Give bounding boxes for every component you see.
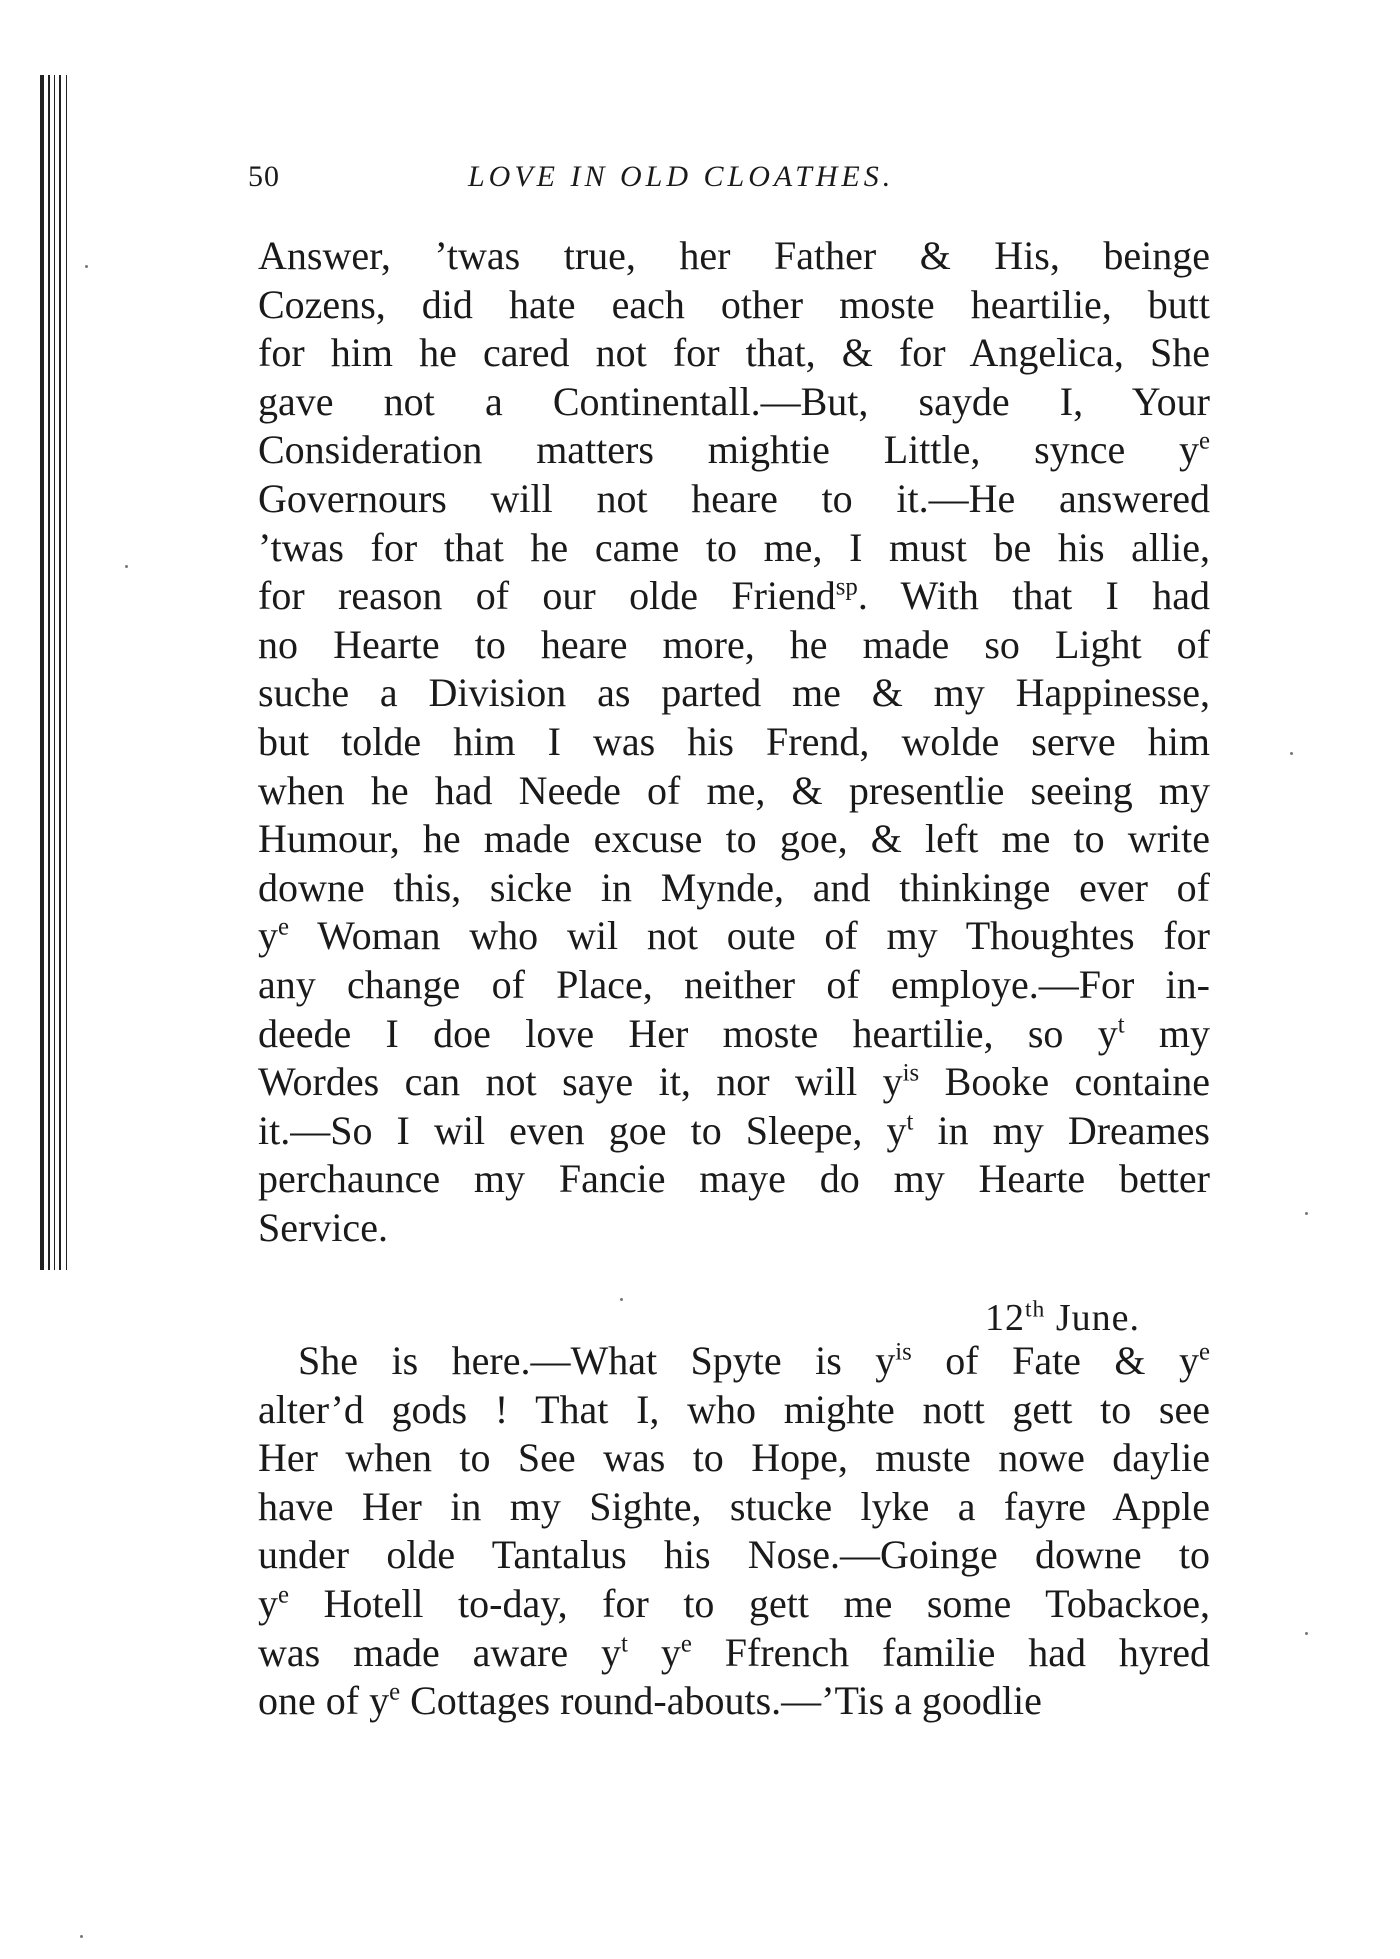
text-run: gave not a Continentall.—But, sayde I, Your bbox=[258, 378, 1210, 424]
text-run: Booke containe bbox=[919, 1059, 1210, 1105]
text-line bbox=[258, 329, 1210, 378]
paper-speck bbox=[80, 1935, 83, 1938]
text-run: . With that I had bbox=[857, 573, 1210, 619]
date-heading bbox=[985, 1296, 1140, 1340]
binding-edge bbox=[40, 75, 72, 1270]
text-run: Cozens, did hate each other moste heartilie, butt bbox=[258, 281, 1210, 327]
superscript-abbrev: t bbox=[1117, 1011, 1125, 1039]
text-line bbox=[258, 1677, 1210, 1726]
text-run: deede I doe love Her moste heartilie, so y bbox=[258, 1010, 1118, 1056]
text-line bbox=[258, 621, 1210, 670]
text-run: perchaunce my Fancie maye do my Hearte better bbox=[258, 1156, 1210, 1202]
text-run: She is here.—What Spyte is y bbox=[298, 1338, 896, 1383]
text-line bbox=[258, 864, 1210, 913]
text-line bbox=[258, 1483, 1210, 1532]
text-run: Answer, ’twas true, her Father & His, beinge bbox=[258, 233, 1210, 278]
text-run: when he had Neede of me, & presentlie seeing my bbox=[258, 767, 1210, 813]
text-run: no Hearte to heare more, he made so Light of bbox=[258, 621, 1210, 667]
paper-speck bbox=[1305, 1212, 1308, 1215]
text-run: alter’d gods ! That I, who mighte nott gett to see bbox=[258, 1386, 1210, 1432]
page-header-title: LOVE IN OLD CLOATHES. bbox=[468, 160, 895, 193]
text-line bbox=[258, 1058, 1210, 1107]
text-run: y bbox=[258, 913, 278, 959]
text-line bbox=[258, 378, 1210, 427]
paragraph-2 bbox=[258, 1337, 1210, 1726]
text-line bbox=[258, 475, 1210, 524]
text-run: Cottages round-abouts.—’Tis a goodlie bbox=[400, 1678, 1042, 1724]
text-line bbox=[258, 1629, 1210, 1678]
running-head bbox=[248, 160, 1008, 204]
text-line bbox=[258, 961, 1210, 1010]
text-line bbox=[258, 1107, 1210, 1156]
paper-speck bbox=[85, 265, 88, 268]
text-run: my bbox=[1124, 1010, 1210, 1056]
text-run: in my Dreames bbox=[913, 1107, 1210, 1153]
paper-speck bbox=[620, 1298, 623, 1301]
superscript-abbrev: is bbox=[902, 1059, 920, 1087]
text-run: Woman who wil not oute of my Thoughtes for bbox=[289, 913, 1210, 959]
text-run: it.—So I wil even goe to Sleepe, y bbox=[258, 1107, 907, 1153]
text-run: for reason of our olde Friend bbox=[258, 573, 836, 619]
text-run: y bbox=[627, 1629, 681, 1675]
date-day: 12 bbox=[985, 1297, 1025, 1339]
superscript-abbrev: e bbox=[1198, 1338, 1210, 1366]
text-line bbox=[258, 1386, 1210, 1435]
superscript-abbrev: e bbox=[680, 1630, 692, 1658]
text-line bbox=[258, 524, 1210, 573]
text-run: for him he cared not for that, & for Angelica, She bbox=[258, 330, 1210, 376]
text-run: but tolde him I was his Frend, wolde serve him bbox=[258, 718, 1210, 764]
paper-speck bbox=[1305, 1632, 1308, 1635]
text-run: Consideration matters mightie Little, synce y bbox=[258, 427, 1199, 473]
text-line bbox=[258, 1204, 1210, 1253]
text-run: Governours will not heare to it.—He answered bbox=[258, 475, 1210, 521]
text-line bbox=[258, 815, 1210, 864]
text-line bbox=[258, 426, 1210, 475]
superscript-abbrev: e bbox=[278, 913, 290, 941]
superscript-abbrev: e bbox=[278, 1581, 290, 1609]
text-run: Service. bbox=[258, 1204, 388, 1250]
text-line bbox=[258, 1434, 1210, 1483]
paragraph-1 bbox=[258, 232, 1210, 1252]
text-run: y bbox=[258, 1580, 278, 1626]
superscript-abbrev: is bbox=[895, 1338, 912, 1366]
text-line bbox=[258, 1580, 1210, 1629]
text-run: was made aware y bbox=[258, 1629, 622, 1675]
page-number: 50 bbox=[248, 160, 280, 193]
paper-speck bbox=[1290, 752, 1293, 755]
superscript-abbrev: e bbox=[1198, 428, 1210, 456]
text-run: any change of Place, neither of employe.—For in- bbox=[258, 961, 1210, 1007]
superscript-abbrev: t bbox=[621, 1630, 628, 1658]
text-line bbox=[258, 767, 1210, 816]
text-run: downe this, sicke in Mynde, and thinkinge ever of bbox=[258, 864, 1210, 910]
date-suffix: th bbox=[1025, 1296, 1046, 1323]
text-line bbox=[258, 281, 1210, 330]
text-run: have Her in my Sighte, stucke lyke a fayre Apple bbox=[258, 1483, 1210, 1529]
text-line bbox=[258, 572, 1210, 621]
superscript-abbrev: sp bbox=[835, 573, 858, 601]
text-run: Humour, he made excuse to goe, & left me to write bbox=[258, 816, 1210, 862]
text-line bbox=[258, 1155, 1210, 1204]
text-line bbox=[258, 718, 1210, 767]
superscript-abbrev: t bbox=[906, 1108, 914, 1136]
text-line bbox=[258, 1531, 1210, 1580]
text-run: Her when to See was to Hope, muste nowe daylie bbox=[258, 1435, 1210, 1481]
text-run: Hotell to-day, for to gett me some Tobackoe, bbox=[289, 1580, 1210, 1626]
date-month: June. bbox=[1045, 1297, 1140, 1339]
text-run: Wordes can not saye it, nor will y bbox=[258, 1059, 903, 1105]
text-line bbox=[258, 1337, 1210, 1386]
text-run: under olde Tantalus his Nose.—Goinge downe to bbox=[258, 1532, 1210, 1578]
text-line bbox=[258, 232, 1210, 281]
text-line bbox=[258, 912, 1210, 961]
text-run: suche a Division as parted me & my Happinesse, bbox=[258, 670, 1210, 716]
paper-speck bbox=[125, 565, 128, 568]
text-run: Ffrench familie had hyred bbox=[691, 1629, 1211, 1675]
text-line bbox=[258, 669, 1210, 718]
text-run: of Fate & y bbox=[911, 1338, 1199, 1383]
text-run: ’twas for that he came to me, I must be his allie, bbox=[258, 524, 1210, 570]
superscript-abbrev: e bbox=[389, 1678, 401, 1706]
text-run: one of y bbox=[258, 1678, 390, 1724]
text-line bbox=[258, 1010, 1210, 1059]
